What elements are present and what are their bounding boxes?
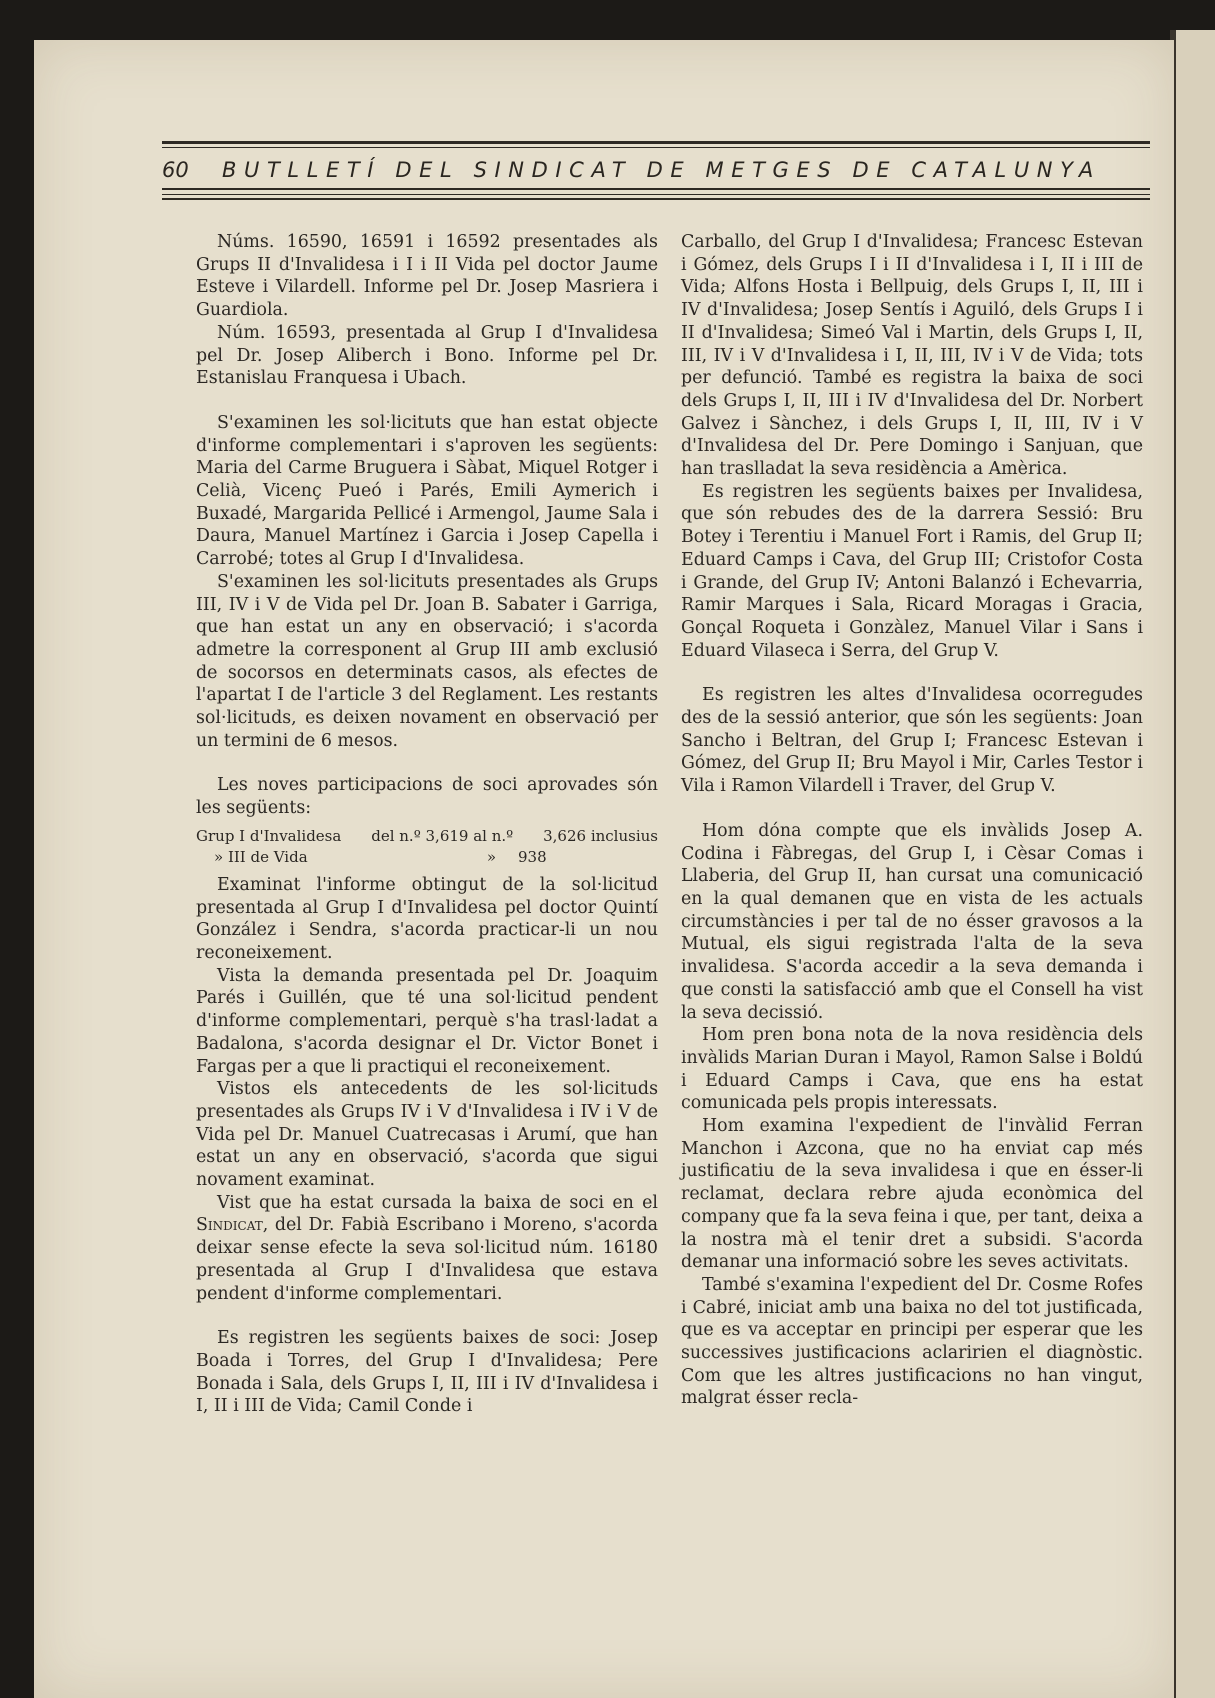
running-header bbox=[162, 158, 1150, 182]
participations-table bbox=[196, 826, 658, 868]
header-rule-bottom-thick bbox=[162, 198, 1150, 200]
participations-row bbox=[196, 826, 658, 847]
paragraph: Vistos els antecedents de les sol·licituds presentades als Grups IV i V d'Invalidesa i IV i V de Vida pel Dr. Manuel Cuatrecasas i Arumí, que han estat un any en observació, s'acorda que sigui novament examinat. bbox=[196, 1079, 658, 1191]
paragraph: Hom examina l'expedient de l'invàlid Ferran Manchon i Azcona, que no ha enviat cap més justificatiu de la seva invalidesa i que en ésser-li reclamat, declara rebre ajuda econòmica del company que fa la seva feina i que, per tant, deixa a la nostra mà el tenir dret a subsidi. S'acorda demanar una informació sobre les seves activitats. bbox=[681, 1116, 1143, 1273]
paragraph: S'examinen les sol·licituts que han estat objecte d'informe complementari i s'aproven les següents: Maria del Carme Bruguera i Sàbat, Miquel Rotger i Celià, Vicenç Pueó i Parés, Emili Aymerich i Buxadé, Margarida Pellicé i Armengol, Jaume Sala i Daura, Manuel Martínez i Garcia i Josep Capella i Carrobé; totes al Grup I d'Invalidesa. bbox=[196, 412, 658, 570]
paragraph bbox=[196, 1192, 658, 1306]
small-caps-word: Sindicat bbox=[196, 1215, 263, 1236]
header-rule-bottom-thin bbox=[162, 194, 1150, 195]
paragraph: Es registren les següents baixes de soci: Josep Boada i Torres, del Grup I d'Invalidesa; Pere Bonada i Sala, dels Grups I, II, III i IV d'Invalidesa i I, II i III de Vida; Camil Conde i bbox=[196, 1328, 658, 1417]
paragraph-text: Vist que ha estat cursada la baixa de soci en el bbox=[217, 1192, 658, 1213]
range-end: 3,626 inclusius bbox=[543, 826, 658, 845]
right-column bbox=[681, 231, 1143, 1410]
paragraph: Núm. 16593, presentada al Grup I d'Invalidesa pel Dr. Josep Aliberch i Bono. Informe pel Dr. Estanislau Franquesa i Ubach. bbox=[196, 322, 658, 389]
paragraph: Vista la demanda presentada pel Dr. Joaquim Parés i Guillén, que té una sol·licitud pendent d'informe complementari, perquè s'ha trasl·ladat a Badalona, s'acorda designar el Dr. Victor Bonet i Fargas per a que li practiqui el reconeixement. bbox=[196, 965, 658, 1077]
paragraph: Núms. 16590, 16591 i 16592 presentades als Grups II d'Invalidesa i I i II Vida pel doctor Jaume Esteve i Vilardell. Informe pel Dr. Josep Masriera i Guardiola. bbox=[196, 232, 658, 321]
paragraph: Hom pren bona nota de la nova residència dels invàlids Marian Duran i Mayol, Ramon Salse i Boldú i Eduard Camps i Cava, que ens ha estat comunicada pels propis interessats. bbox=[681, 1025, 1143, 1114]
adjacent-page-strip bbox=[1174, 30, 1215, 1698]
range-text: del n.º 3,619 al n.º bbox=[371, 826, 514, 845]
range-end: 938 bbox=[518, 847, 547, 866]
paragraph: Examinat l'informe obtingut de la sol·licitud presentada al Grup I d'Invalidesa pel doctor Quintí González i Sendra, s'acorda practicar-li un nou reconeixement. bbox=[196, 874, 658, 963]
group-name: » III de Vida bbox=[214, 847, 308, 866]
page-number: 60 bbox=[162, 158, 189, 182]
left-column bbox=[196, 231, 658, 1418]
paragraph: Hom dóna compte que els invàlids Josep A. Codina i Fàbregas, del Grup I, i Cèsar Comas i Llaberia, del Grup II, han cursat una comunicació en la qual demanen que en vista de les actuals circumstàncies i per tal de no ésser gravosos a la Mutual, els sigui registrada l'alta de la seva invalidesa. S'acorda accedir a la seva demanda i que consti la satisfacció amb que el Consell ha vist la seva decissió. bbox=[681, 820, 1143, 1023]
paragraph: També s'examina l'expedient del Dr. Cosme Rofes i Cabré, iniciat amb una baixa no del tot justificada, que es va acceptar en principi per esperar que les successives justificacions aclaririen el diagnòstic. Com que les altres justificacions no han vingut, malgrat ésser recla- bbox=[681, 1274, 1143, 1409]
header-rule-bottom bbox=[162, 188, 1150, 190]
paragraph: Es registren les següents baixes per Invalidesa, que són rebudes des de la darrera Sessió: Bru Botey i Terentiu i Manuel Fort i Ramis, del Grup II; Eduard Camps i Cava, del Grup III; Cristofor Costa i Grande, del Grup IV; Antoni Balanzó i Echevarria, Ramir Marques i Sala, Ricard Moragas i Gracia, Gonçal Roqueta i Gonzàlez, Manuel Vilar i Sans i Eduard Vilaseca i Serra, del Grup V. bbox=[681, 481, 1143, 661]
paragraph: Es registren les altes d'Invalidesa ocorregudes des de la sessió anterior, que són les següents: Joan Sancho i Beltran, del Grup I; Francesc Estevan i Gómez, del Grup II; Bru Mayol i Mir, Carles Testor i Vila i Ramon Vilardell i Traver, del Grup V. bbox=[681, 685, 1143, 797]
header-rule-top-thin bbox=[162, 147, 1150, 148]
running-title: BUTLLETÍ DEL SINDICAT DE METGES DE CATALUNYA bbox=[222, 158, 1101, 182]
range-text: » bbox=[486, 847, 496, 866]
paragraph: Carballo, del Grup I d'Invalidesa; Francesc Estevan i Gómez, dels Grups I i II d'Invalidesa i I, II i III de Vida; Alfons Hosta i Bellpuig, dels Grups I, II, III i IV d'Invalidesa; Josep Sentís i Aguiló, dels Grups I i II d'Invalidesa; Simeó Val i Martin, dels Grups I, II, III, IV i V d'Invalidesa i I, II, III, IV i V de Vida; tots per defunció. També es registra la baixa de soci dels Grups I, II, III i IV d'Invalidesa del Dr. Norbert Galvez i Sànchez, i dels Grups I, II, III, IV i V d'Invalidesa del Dr. Pere Domingo i Sanjuan, que han traslladat la seva residència a Amèrica. bbox=[681, 232, 1143, 480]
participations-row bbox=[196, 847, 658, 868]
group-name: Grup I d'Invalidesa bbox=[196, 826, 342, 845]
paragraph: Les noves participacions de soci aprovades són les següents: bbox=[196, 775, 658, 819]
paragraph: S'examinen les sol·licituts presentades als Grups III, IV i V de Vida pel Dr. Joan B. Sabater i Garriga, que han estat un any en observació; i s'acorda admetre la corresponent al Grup III amb exclusió de socorsos en determinats casos, als efectes de l'apartat I de l'article 3 del Reglament. Les restants sol·licituds, es deixen novament en observació per un termini de 6 mesos. bbox=[196, 571, 658, 751]
paragraph-text: , del Dr. Fabià Escribano i Moreno, s'acorda deixar sense efecte la seva sol·licitud núm. 16180 presentada al Grup I d'Invalidesa que estava pendent d'informe complementari. bbox=[196, 1215, 658, 1304]
header-rule-top bbox=[162, 141, 1150, 144]
